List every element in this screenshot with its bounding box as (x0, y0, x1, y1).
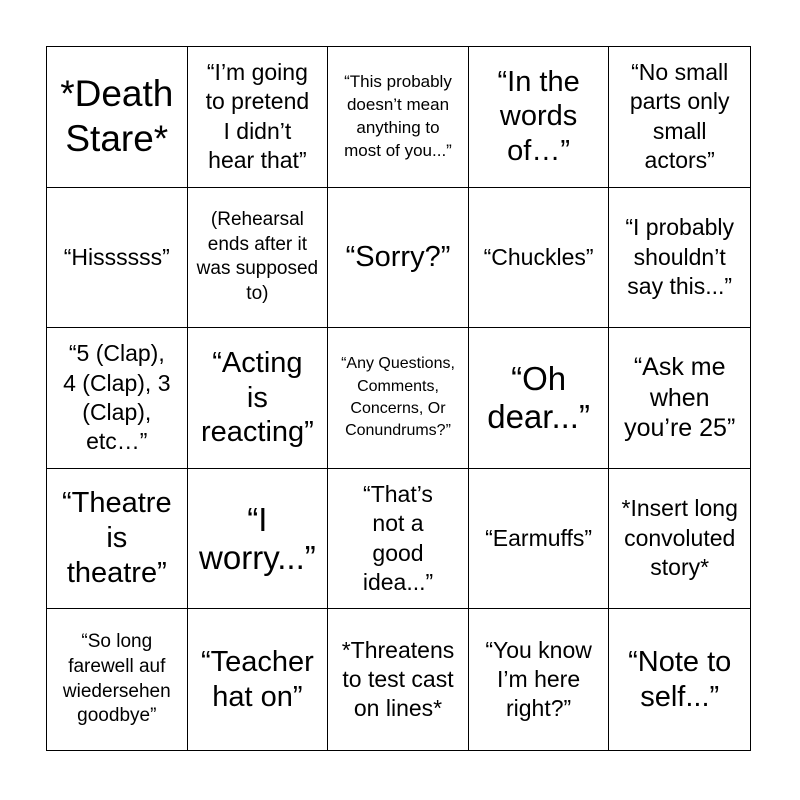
cell-text: “I’m going to pretend I didn’t hear that” (205, 58, 310, 174)
bingo-cell[interactable] (188, 328, 329, 469)
bingo-cell[interactable] (328, 609, 469, 750)
bingo-cell[interactable] (469, 328, 610, 469)
cell-text: “I probably shouldn’t say this...” (625, 214, 735, 300)
cell-text: “So long farewell auf wiedersehen goodbye” (62, 631, 171, 727)
bingo-cell[interactable] (328, 47, 469, 188)
bingo-cell[interactable] (469, 609, 610, 750)
bingo-cell[interactable] (328, 469, 469, 610)
cell-text: “I worry...” (199, 500, 316, 576)
bingo-cell[interactable] (469, 469, 610, 610)
cell-text: “Hissssss” (63, 243, 170, 270)
bingo-cell[interactable] (188, 609, 329, 750)
bingo-cell[interactable] (47, 328, 188, 469)
bingo-cell[interactable] (469, 188, 610, 329)
cell-text: “Any Questions, Comments, Concerns, Or Conundrums?” (341, 355, 455, 440)
bingo-cell[interactable] (609, 609, 750, 750)
cell-text: *Threatens to test cast on lines* (341, 636, 455, 722)
bingo-cell[interactable] (188, 188, 329, 329)
cell-text: “Teacher hat on” (200, 645, 314, 713)
bingo-cell[interactable] (609, 328, 750, 469)
bingo-cell[interactable] (47, 188, 188, 329)
cell-text: “Theatre is theatre” (61, 487, 172, 589)
bingo-cell[interactable] (328, 328, 469, 469)
cell-text: “This probably doesn’t mean anything to most of you...” (344, 71, 452, 160)
cell-text: “Oh dear...” (487, 360, 590, 435)
cell-text: “5 (Clap), 4 (Clap), 3 (Clap), etc…” (63, 340, 171, 455)
cell-text: “In the words of…” (497, 65, 580, 168)
cell-text: “Ask me when you’re 25” (624, 353, 736, 443)
cell-text: “Chuckles” (483, 243, 594, 270)
bingo-cell[interactable] (609, 47, 750, 188)
bingo-cell[interactable] (469, 47, 610, 188)
bingo-cell[interactable] (47, 609, 188, 750)
cell-text: “That’s not a good idea...” (362, 480, 434, 596)
bingo-cell[interactable] (609, 188, 750, 329)
bingo-cell[interactable] (188, 47, 329, 188)
bingo-cell[interactable] (188, 469, 329, 610)
cell-text: *Death Stare* (60, 73, 174, 159)
cell-text: “Sorry?” (345, 240, 451, 273)
cell-text: “You know I’m here right?” (485, 636, 592, 722)
cell-text: *Insert long convoluted story* (621, 495, 738, 581)
cell-text: “Earmuffs” (485, 524, 593, 551)
cell-text: “Acting is reacting” (200, 346, 314, 449)
bingo-cell[interactable] (47, 47, 188, 188)
bingo-cell[interactable] (328, 188, 469, 329)
bingo-board (46, 46, 751, 751)
bingo-cell[interactable] (47, 469, 188, 610)
bingo-cell[interactable] (609, 469, 750, 610)
cell-text: “Note to self...” (628, 645, 732, 713)
cell-text: “No small parts only small actors” (629, 58, 730, 174)
cell-text: (Rehearsal ends after it was supposed to) (196, 209, 319, 305)
